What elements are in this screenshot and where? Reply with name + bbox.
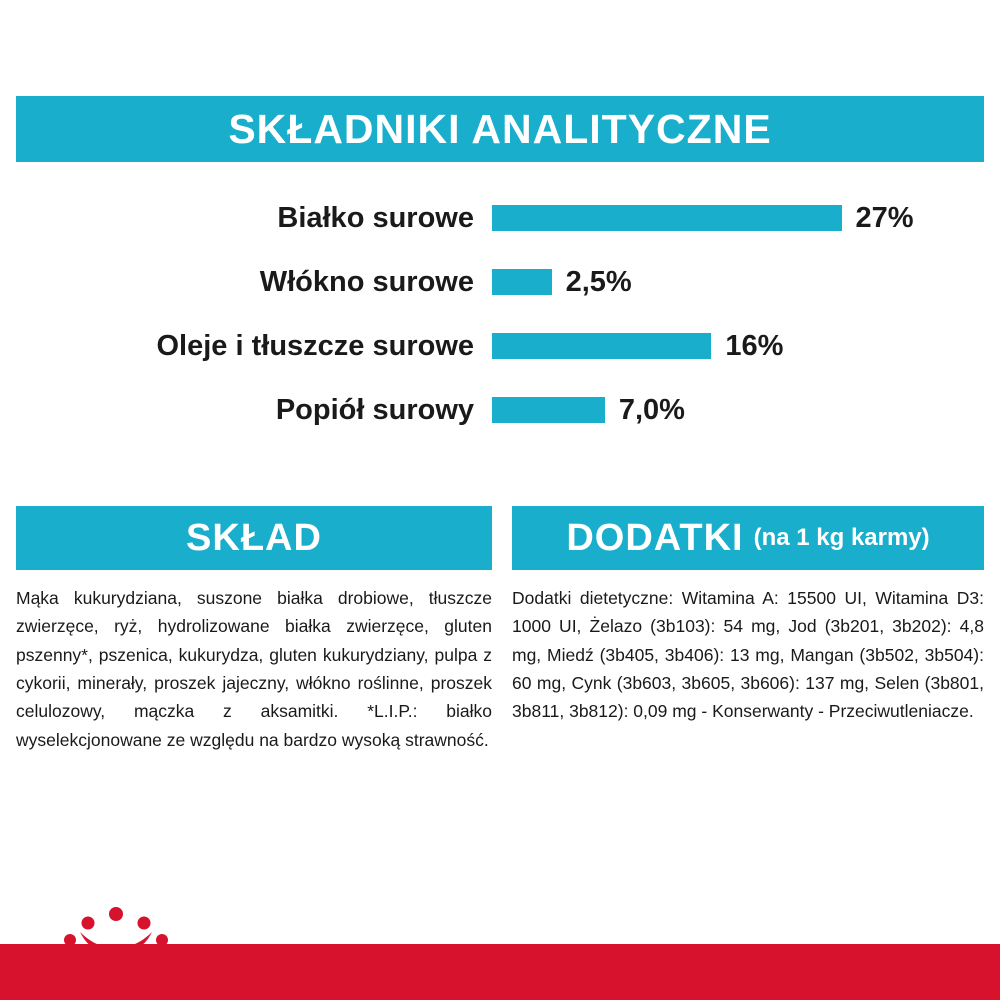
chart-value-label: 2,5% (565, 265, 632, 298)
additives-body (512, 570, 984, 726)
chart-bar (492, 205, 842, 231)
additives-text: Dodatki dietetyczne: Witamina A: 15500 UI, Witamina D3: 1000 UI, Żelazo (3b103): 54 mg, Jod (3b201, 3b202): 4,8 mg, Miedź (3b405, 3b406): 13 mg, Mangan (3b502, 3b504): 60 mg, Cynk (3b603, 3b605, 3b606): 137 mg, Selen (3b801, 3b811, 3b812): 0,09 mg - Konserwanty - Przeciwutleniacze. (512, 588, 984, 722)
chart-category-label: Oleje i tłuszcze surowe (156, 329, 474, 362)
chart-bar (492, 269, 552, 295)
composition-header (16, 506, 492, 570)
composition-text: Mąka kukurydziana, suszone białka drobiowe, tłuszcze zwierzęce, ryż, hydrolizowane białka zwierzęce, gluten pszenny*, pszenica, kukurydza, gluten kukurydziany, pulpa z cykorii, minerały, proszek jajeczny, włókno roślinne, proszek celulozowy, mączka z aksamitki. *L.I.P.: białko wyselekcjonowane ze względu na bardzo wysoką strawność. (16, 588, 492, 750)
chart-row (16, 314, 984, 378)
analytical-constituents-header (16, 96, 984, 162)
additives-block (512, 506, 984, 726)
chart-category-label: Białko surowe (277, 201, 474, 234)
chart-bar (492, 397, 605, 423)
chart-bar-wrap (492, 202, 984, 235)
additives-subtitle: (na 1 kg karmy) (753, 524, 930, 551)
additives-header (512, 506, 984, 570)
chart-row (16, 186, 984, 250)
additives-title: DODATKI (566, 517, 744, 559)
chart-category-label: Włókno surowe (259, 265, 474, 298)
chart-row (16, 378, 984, 442)
analytical-constituents-title: SKŁADNIKI ANALITYCZNE (228, 105, 772, 152)
chart-category-label: Popiół surowy (275, 393, 474, 426)
analytical-constituents-chart (16, 186, 984, 442)
chart-value-label: 16% (725, 329, 784, 362)
composition-block (16, 506, 492, 754)
chart-bar (492, 333, 711, 359)
chart-bar-wrap (492, 394, 984, 427)
composition-title: SKŁAD (186, 517, 322, 559)
chart-bar-wrap (492, 330, 984, 363)
chart-bar-wrap (492, 266, 984, 299)
chart-value-label: 7,0% (618, 393, 685, 426)
chart-row (16, 250, 984, 314)
composition-body (16, 570, 492, 754)
chart-value-label: 27% (855, 201, 914, 234)
royal-canin-crown-logo (62, 904, 170, 990)
